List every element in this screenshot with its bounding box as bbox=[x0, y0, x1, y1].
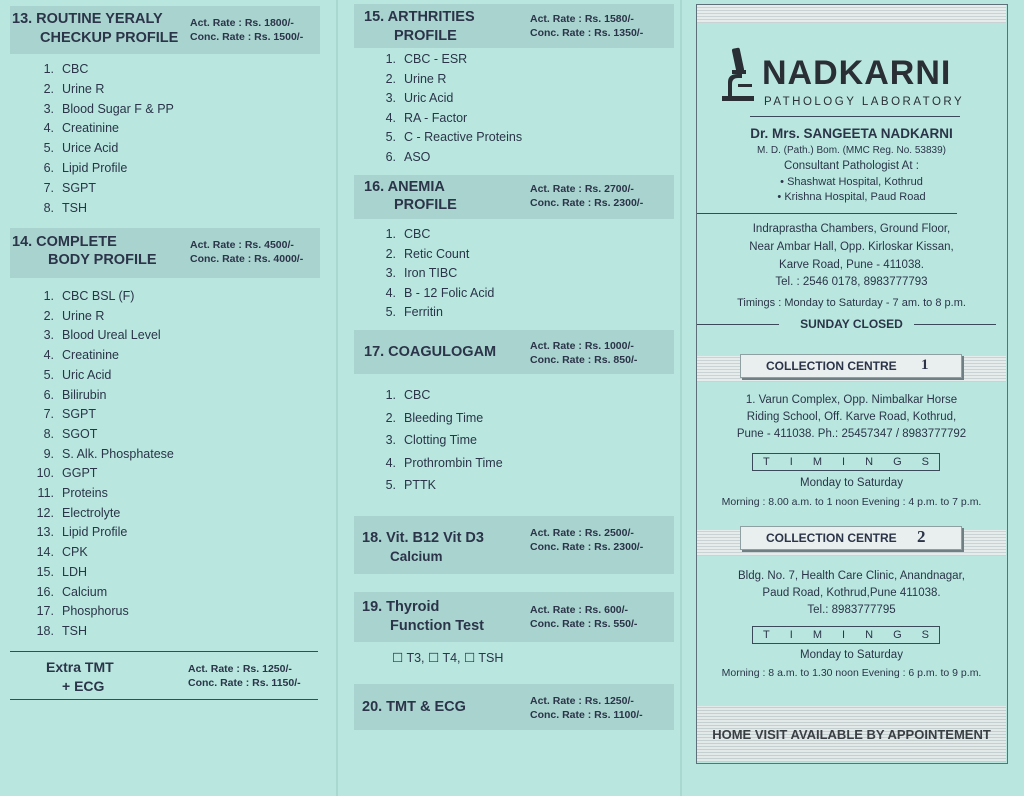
item-label: Bilirubin bbox=[62, 387, 107, 402]
item-number: 10. bbox=[36, 466, 54, 481]
cc1-days: Monday to Saturday bbox=[800, 477, 903, 489]
cc1-address: Pune - 411038. Ph.: 25457347 / 8983777792 bbox=[736, 428, 967, 440]
timings-box bbox=[752, 626, 940, 644]
item-number: 5. bbox=[43, 141, 54, 156]
cc-label: COLLECTION CENTRE bbox=[766, 359, 897, 373]
doctor-qualifications: M. D. (Path.) Bom. (MMC Reg. No. 53839) bbox=[757, 145, 946, 156]
section-title: 17. COAGULOGAM bbox=[364, 344, 497, 360]
item-label: Electrolyte bbox=[62, 505, 121, 520]
cc1-address: Riding School, Off. Karve Road, Kothrud, bbox=[746, 411, 957, 423]
item-number: 5. bbox=[385, 305, 396, 320]
test-item bbox=[32, 565, 87, 579]
timings-letter: N bbox=[865, 629, 874, 641]
hospital-item: • Shashwat Hospital, Kothrud bbox=[780, 176, 923, 188]
cc2-phone: Tel.: 8983777795 bbox=[807, 604, 896, 616]
extra-title: + ECG bbox=[62, 678, 105, 694]
conc-rate: Conc. Rate : Rs. 1150/- bbox=[188, 677, 301, 689]
top-strip bbox=[697, 5, 1006, 23]
test-item bbox=[32, 624, 87, 638]
item-label: C - Reactive Proteins bbox=[404, 130, 523, 145]
test-item bbox=[374, 478, 436, 492]
item-number: 2. bbox=[43, 308, 54, 323]
test-item bbox=[374, 52, 467, 66]
act-rate: Act. Rate : Rs. 2500/- bbox=[530, 527, 634, 539]
item-number: 4. bbox=[385, 285, 396, 300]
item-number: 7. bbox=[43, 180, 54, 195]
timings-letter: M bbox=[812, 629, 822, 641]
test-item bbox=[374, 305, 443, 319]
divider bbox=[697, 213, 957, 214]
test-item bbox=[374, 433, 477, 447]
item-label: Urine R bbox=[62, 81, 105, 96]
test-item bbox=[374, 130, 522, 144]
item-number: 4. bbox=[43, 348, 54, 363]
brand-subtitle: PATHOLOGY LABORATORY bbox=[764, 96, 965, 108]
panel-middle bbox=[338, 0, 680, 796]
item-number: 14. bbox=[36, 545, 54, 560]
item-label: Creatinine bbox=[62, 121, 119, 136]
section-18-header bbox=[354, 516, 674, 574]
test-item bbox=[32, 328, 161, 342]
test-item bbox=[32, 82, 104, 96]
item-number: 2. bbox=[43, 81, 54, 96]
microscope-icon bbox=[720, 46, 756, 102]
item-label: Clotting Time bbox=[404, 433, 477, 447]
test-item bbox=[32, 585, 107, 599]
conc-rate: Conc. Rate : Rs. 1500/- bbox=[190, 31, 304, 43]
act-rate: Act. Rate : Rs. 2700/- bbox=[530, 183, 634, 195]
item-number: 6. bbox=[43, 161, 54, 175]
item-number: 1. bbox=[385, 52, 396, 66]
item-label: GGPT bbox=[62, 466, 98, 481]
item-number: 8. bbox=[43, 426, 54, 441]
test-item bbox=[32, 466, 97, 480]
item-number: 2. bbox=[385, 246, 396, 261]
section-title: Calcium bbox=[390, 549, 443, 564]
test-item bbox=[32, 348, 119, 362]
act-rate: Act. Rate : Rs. 1250/- bbox=[530, 695, 634, 707]
cc-number: 2 bbox=[917, 527, 926, 546]
test-item bbox=[32, 141, 118, 155]
item-number: 8. bbox=[43, 200, 54, 215]
timings-letter: I bbox=[789, 456, 793, 468]
item-number: 7. bbox=[43, 407, 54, 422]
conc-rate: Conc. Rate : Rs. 550/- bbox=[530, 618, 638, 630]
test-item bbox=[374, 388, 430, 402]
timings: Timings : Monday to Saturday - 7 am. to 8 p.m. bbox=[737, 297, 966, 309]
item-label: Urine R bbox=[62, 308, 105, 323]
item-label: Retic Count bbox=[404, 246, 470, 261]
test-item bbox=[32, 62, 88, 76]
item-label: Calcium bbox=[62, 584, 108, 599]
timings-letter: T bbox=[763, 456, 770, 468]
item-number: 3. bbox=[43, 101, 54, 116]
test-item bbox=[374, 111, 467, 125]
item-label: Proteins bbox=[62, 486, 108, 500]
item-number: 4. bbox=[385, 455, 396, 470]
section-title: 16. ANEMIA bbox=[364, 179, 445, 195]
test-item bbox=[32, 161, 127, 175]
item-label: Lipid Profile bbox=[62, 161, 128, 175]
test-item bbox=[32, 121, 119, 135]
test-item bbox=[32, 545, 88, 559]
item-number: 5. bbox=[43, 367, 54, 382]
item-label: Uric Acid bbox=[62, 367, 112, 382]
section-title: BODY PROFILE bbox=[48, 252, 157, 268]
test-item bbox=[32, 289, 134, 303]
test-item bbox=[374, 91, 453, 105]
item-label: RA - Factor bbox=[404, 110, 468, 125]
home-visit-text: HOME VISIT AVAILABLE BY APPOINTEMENT bbox=[712, 727, 991, 742]
section-title: PROFILE bbox=[394, 197, 457, 213]
timings-letter: S bbox=[921, 629, 929, 641]
item-label: Creatinine bbox=[62, 348, 119, 363]
item-number: 1. bbox=[385, 227, 396, 241]
act-rate: Act. Rate : Rs. 4500/- bbox=[190, 239, 294, 251]
section-title: Function Test bbox=[390, 618, 484, 634]
test-item bbox=[374, 456, 503, 470]
item-number: 15. bbox=[36, 564, 54, 579]
divider bbox=[10, 699, 318, 700]
item-number: 3. bbox=[385, 266, 396, 281]
item-label: B - 12 Folic Acid bbox=[404, 285, 495, 300]
cc-label: COLLECTION CENTRE bbox=[766, 531, 897, 545]
consultant-label: Consultant Pathologist At : bbox=[784, 160, 919, 172]
test-item bbox=[374, 227, 430, 241]
test-item bbox=[32, 201, 87, 215]
item-label: Urine R bbox=[404, 71, 447, 86]
act-rate: Act. Rate : Rs. 1580/- bbox=[530, 13, 634, 25]
home-visit-banner bbox=[697, 706, 1006, 762]
item-number: 5. bbox=[385, 130, 396, 145]
section-title: 20. TMT & ECG bbox=[362, 699, 466, 715]
item-label: S. Alk. Phosphatese bbox=[62, 446, 174, 461]
brand-name: NADKARNI bbox=[762, 54, 952, 92]
act-rate: Act. Rate : Rs. 600/- bbox=[530, 604, 629, 616]
timings-letter: I bbox=[789, 629, 793, 641]
section-title: 19. Thyroid bbox=[362, 599, 440, 615]
item-number: 18. bbox=[36, 623, 54, 638]
item-label: CBC bbox=[404, 227, 431, 241]
conc-rate: Conc. Rate : Rs. 1350/- bbox=[530, 27, 644, 39]
conc-rate: Conc. Rate : Rs. 4000/- bbox=[190, 253, 304, 265]
cc2-days: Monday to Saturday bbox=[800, 649, 903, 661]
extra-title: Extra TMT bbox=[46, 659, 114, 675]
cc2-hours: Morning : 8 a.m. to 1.30 noon Evening : 6 p.m. to 9 p.m. bbox=[721, 667, 982, 679]
address-line: Near Ambar Hall, Opp. Kirloskar Kissan, bbox=[749, 241, 954, 253]
item-number: 3. bbox=[43, 328, 54, 343]
test-item bbox=[374, 266, 457, 280]
timings-letter: I bbox=[842, 629, 846, 641]
item-label: ASO bbox=[404, 150, 431, 164]
timings-letter: G bbox=[893, 629, 902, 641]
item-label: SGOT bbox=[62, 426, 98, 441]
hospital-item: • Krishna Hospital, Paud Road bbox=[777, 191, 926, 203]
item-label: Urice Acid bbox=[62, 141, 119, 156]
item-label: Bleeding Time bbox=[404, 410, 484, 425]
test-item bbox=[32, 604, 129, 618]
thyroid-options: ☐ T3, ☐ T4, ☐ TSH bbox=[392, 651, 504, 665]
section-title: 14. COMPLETE bbox=[12, 234, 117, 250]
conc-rate: Conc. Rate : Rs. 1100/- bbox=[530, 709, 643, 721]
section-title: 15. ARTHRITIES bbox=[364, 9, 475, 25]
test-item bbox=[374, 72, 446, 86]
section-17-header bbox=[354, 330, 674, 374]
test-item bbox=[32, 486, 108, 500]
timings-letter: G bbox=[893, 456, 902, 468]
act-rate: Act. Rate : Rs. 1800/- bbox=[190, 17, 294, 29]
divider bbox=[10, 651, 318, 652]
conc-rate: Conc. Rate : Rs. 2300/- bbox=[530, 197, 644, 209]
item-number: 12. bbox=[36, 505, 54, 520]
timings-letter: M bbox=[812, 456, 822, 468]
item-label: PTTK bbox=[404, 478, 436, 492]
cc-number: 1 bbox=[921, 357, 929, 373]
item-number: 17. bbox=[36, 604, 54, 619]
section-14-header bbox=[10, 228, 320, 278]
cc1-address: 1. Varun Complex, Opp. Nimbalkar Horse bbox=[745, 394, 958, 406]
address-line: Karve Road, Pune - 411038. bbox=[779, 259, 924, 271]
test-item bbox=[32, 525, 127, 539]
section-16-header bbox=[354, 175, 674, 219]
test-item bbox=[374, 150, 430, 164]
timings-letter: I bbox=[842, 456, 846, 468]
item-label: Prothrombin Time bbox=[404, 455, 503, 470]
test-item bbox=[32, 427, 97, 441]
item-number: 5. bbox=[385, 478, 396, 492]
collection-centre-1-banner bbox=[740, 354, 962, 378]
act-rate: Act. Rate : Rs. 1000/- bbox=[530, 340, 634, 352]
panel-left bbox=[0, 0, 336, 796]
test-item bbox=[32, 407, 96, 421]
item-label: SGPT bbox=[62, 180, 97, 195]
item-number: 6. bbox=[385, 150, 396, 164]
section-20-header bbox=[354, 684, 674, 730]
item-label: TSH bbox=[62, 623, 87, 638]
test-item bbox=[374, 247, 469, 261]
fold-line bbox=[680, 0, 682, 796]
item-label: Blood Sugar F & PP bbox=[62, 101, 174, 116]
test-item bbox=[32, 506, 120, 520]
conc-rate: Conc. Rate : Rs. 850/- bbox=[530, 354, 638, 366]
section-title: 18. Vit. B12 Vit D3 bbox=[362, 530, 484, 546]
timings-letter: T bbox=[763, 629, 770, 641]
test-item bbox=[32, 447, 174, 461]
section-title: 13. ROUTINE YERALY bbox=[12, 11, 163, 27]
test-item bbox=[32, 102, 174, 116]
cc1-hours: Morning : 8.00 a.m. to 1 noon Evening : 4 p.m. to 7 p.m. bbox=[721, 496, 982, 508]
conc-rate: Conc. Rate : Rs. 2300/- bbox=[530, 541, 644, 553]
test-item bbox=[374, 286, 494, 300]
item-number: 3. bbox=[385, 433, 396, 447]
doctor-name: Dr. Mrs. SANGEETA NADKARNI bbox=[750, 126, 953, 141]
cc2-address: Bldg. No. 7, Health Care Clinic, Anandnagar, bbox=[738, 570, 965, 582]
section-19-header bbox=[354, 592, 674, 642]
item-label: SGPT bbox=[62, 407, 97, 422]
item-number: 3. bbox=[385, 91, 396, 106]
item-label: Blood Ureal Level bbox=[62, 328, 161, 343]
item-label: CPK bbox=[62, 545, 88, 560]
test-item bbox=[32, 388, 106, 402]
test-item bbox=[32, 181, 96, 195]
item-number: 11. bbox=[37, 486, 54, 500]
telephone: Tel. : 2546 0178, 8983777793 bbox=[775, 276, 928, 288]
sunday-closed: SUNDAY CLOSED bbox=[800, 317, 903, 331]
timings-letter: S bbox=[921, 456, 929, 468]
act-rate: Act. Rate : Rs. 1250/- bbox=[188, 663, 292, 675]
item-label: Uric Acid bbox=[404, 91, 454, 106]
item-number: 1. bbox=[43, 289, 54, 303]
item-label: CBC BSL (F) bbox=[62, 289, 135, 303]
test-item bbox=[374, 411, 483, 425]
item-number: 9. bbox=[43, 446, 54, 461]
section-15-header bbox=[354, 4, 674, 48]
item-label: LDH bbox=[62, 564, 88, 579]
item-number: 2. bbox=[385, 71, 396, 86]
item-number: 4. bbox=[385, 110, 396, 125]
item-number: 1. bbox=[385, 388, 396, 402]
section-13-header bbox=[10, 6, 320, 54]
item-number: 13. bbox=[36, 525, 54, 540]
item-label: CBC bbox=[404, 388, 431, 402]
item-number: 4. bbox=[43, 121, 54, 136]
item-number: 1. bbox=[43, 62, 54, 76]
item-label: CBC bbox=[62, 62, 89, 76]
test-item bbox=[32, 309, 104, 323]
item-label: Phosphorus bbox=[62, 604, 129, 619]
test-item bbox=[32, 368, 111, 382]
item-label: Ferritin bbox=[404, 305, 443, 320]
item-number: 2. bbox=[385, 410, 396, 425]
collection-centre-2-banner bbox=[740, 526, 962, 550]
item-number: 16. bbox=[36, 584, 54, 599]
item-number: 6. bbox=[43, 387, 54, 402]
section-title: CHECKUP PROFILE bbox=[40, 30, 179, 46]
divider bbox=[750, 116, 960, 117]
item-label: Lipid Profile bbox=[62, 525, 128, 540]
item-label: Iron TIBC bbox=[404, 266, 458, 281]
item-label: TSH bbox=[62, 200, 87, 215]
cc2-address: Paud Road, Kothrud,Pune 411038. bbox=[762, 587, 941, 599]
section-title: PROFILE bbox=[394, 28, 457, 44]
timings-box bbox=[752, 453, 940, 471]
divider bbox=[914, 324, 996, 325]
item-label: CBC - ESR bbox=[404, 52, 468, 66]
timings-letter: N bbox=[865, 456, 874, 468]
address-line: Indraprastha Chambers, Ground Floor, bbox=[752, 223, 951, 235]
